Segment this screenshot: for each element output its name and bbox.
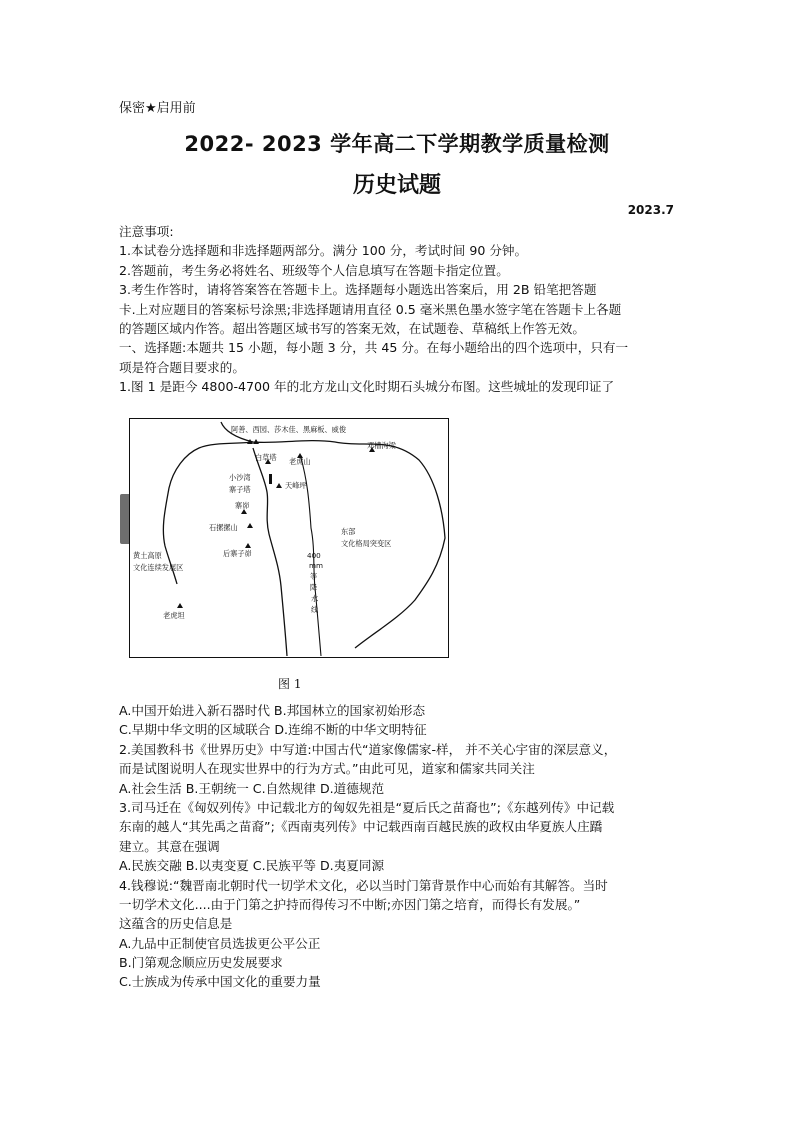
note-line: 卡.上对应题目的答案标号涂黑;非选择题请用直径 0.5 毫米黑色墨水签字笔在答题卡上各题 bbox=[119, 301, 622, 317]
section-heading: 一、选择题:本题共 15 小题，每小题 3 分，共 45 分。在每小题给出的四个选项中，只有一 bbox=[119, 340, 629, 356]
question-4-stem: 一切学术文化....由于门第之护持而得传习不中断;亦因门第之培育，而得长有发展。” bbox=[119, 896, 581, 912]
notes-heading: 注意事项: bbox=[119, 224, 174, 239]
q3-options: A.民族交融 B.以夷变夏 C.民族平等 D.夷夏同源 bbox=[119, 858, 385, 874]
question-3-stem: 建立。其意在强调 bbox=[119, 838, 220, 854]
map-label-loess: 黄土高原 bbox=[133, 551, 162, 560]
map-label-dongbu: 东部 bbox=[341, 527, 356, 536]
question-3-stem: 东南的越人“其先禹之苗裔”;《西南夷列传》中记载西南百越民族的政权由华夏族人庄蹻 bbox=[119, 819, 603, 835]
q4-option: C.士族成为传承中国文化的重要力量 bbox=[119, 974, 321, 990]
question-4-stem: 这蕴含的历史信息是 bbox=[119, 916, 233, 932]
isohyet-label: mm bbox=[309, 561, 324, 570]
map-label-xiaoshawan: 小沙湾 bbox=[229, 473, 251, 482]
map-label-laohushan: 老虎山 bbox=[289, 457, 311, 466]
isohyet-label: 降 bbox=[310, 583, 318, 592]
q2-options: A.社会生活 B.王朝统一 C.自然规律 D.道德规范 bbox=[119, 780, 385, 796]
q1-options: A.中国开始进入新石器时代 B.邦国林立的国家初始形态 bbox=[119, 703, 426, 718]
isohyet-label: 400 bbox=[307, 551, 321, 560]
notes-block bbox=[119, 222, 679, 397]
figure-1-map bbox=[129, 418, 449, 658]
map-label-tianfengping: 天峰坪 bbox=[285, 481, 307, 490]
map-label-zhaizita: 寨子塔 bbox=[229, 485, 251, 494]
questions-block bbox=[119, 701, 679, 992]
isohyet-label: 等 bbox=[310, 572, 318, 581]
map-label-loess-region: 文化连续发展区 bbox=[133, 563, 184, 572]
question-2-stem: 而是试图说明人在现实世界中的行为方式。”由此可见，道家和儒家共同关注 bbox=[119, 761, 535, 777]
map-label-laohuyuan: 老虎坦 bbox=[163, 611, 185, 620]
note-line: 1.本试卷分选择题和非选择题两部分。满分 100 分，考试时间 90 分钟。 bbox=[119, 243, 528, 259]
map-label-shilaoshan: 石摞摞山 bbox=[209, 523, 238, 532]
question-2-stem: 2.美国教科书《世界历史》中写道:中国古代“道家像儒家-样， 并不关心宇宙的深层意义， bbox=[119, 741, 617, 757]
map-label-dongbu-region: 文化格局突变区 bbox=[341, 539, 392, 548]
q1-options: C.早期中华文明的区域联合 D.连绵不断的中华文明特征 bbox=[119, 722, 427, 738]
isohyet-label: 水 bbox=[311, 594, 319, 603]
question-1-stem: 1.图 1 是距今 4800-4700 年的北方龙山文化时期石头城分布图。这些城址的发现印证了 bbox=[119, 379, 615, 395]
map-label-baicaota: 白草塔 bbox=[255, 453, 277, 462]
exam-title: 2022- 2023 学年高二下学期教学质量检测 bbox=[184, 132, 610, 156]
q4-option: B.门第观念顺应历史发展要求 bbox=[119, 955, 283, 971]
question-4-stem: 4.钱穆说:“魏晋南北朝时代一切学术文化，必以当时门第背景作中心而始有其解答。当时 bbox=[119, 877, 608, 893]
question-3-stem: 3.司马迁在《匈奴列传》中记载北方的匈奴先祖是“夏后氏之苗裔也”;《东越列传》中记载 bbox=[119, 799, 615, 815]
figure-1-caption: 图 1 bbox=[278, 677, 302, 691]
q4-option: A.九品中正制使官员选拔更公平公正 bbox=[119, 935, 321, 951]
section-heading: 项是符合题目要求的。 bbox=[119, 359, 245, 375]
exam-date: 2023.7 bbox=[627, 203, 674, 217]
map-label-top-sites: 阿善、西园、莎木佳、黑麻板、威俊 bbox=[231, 425, 347, 434]
exam-subject: 历史试题 bbox=[352, 173, 441, 198]
note-line: 3.考生作答时，请将答案答在答题卡上。选择题每小题选出答案后，用 2B 铅笔把答题 bbox=[119, 282, 597, 298]
map-label-zhaimao: 寨峁 bbox=[235, 501, 250, 510]
map-label-zhaoqugou: 邓槽沟梁 bbox=[367, 441, 396, 450]
note-line: 2.答题前，考生务必将姓名、班级等个人信息填写在答题卡指定位置。 bbox=[119, 262, 509, 278]
isohyet-label: 线 bbox=[311, 605, 319, 614]
note-line: 的答题区域内作答。超出答题区域书写的答案无效，在试题卷、草稿纸上作答无效。 bbox=[119, 320, 585, 336]
map-label-houzhaizimao: 后寨子峁 bbox=[223, 549, 252, 558]
confidential-label: 保密★启用前 bbox=[119, 101, 196, 116]
